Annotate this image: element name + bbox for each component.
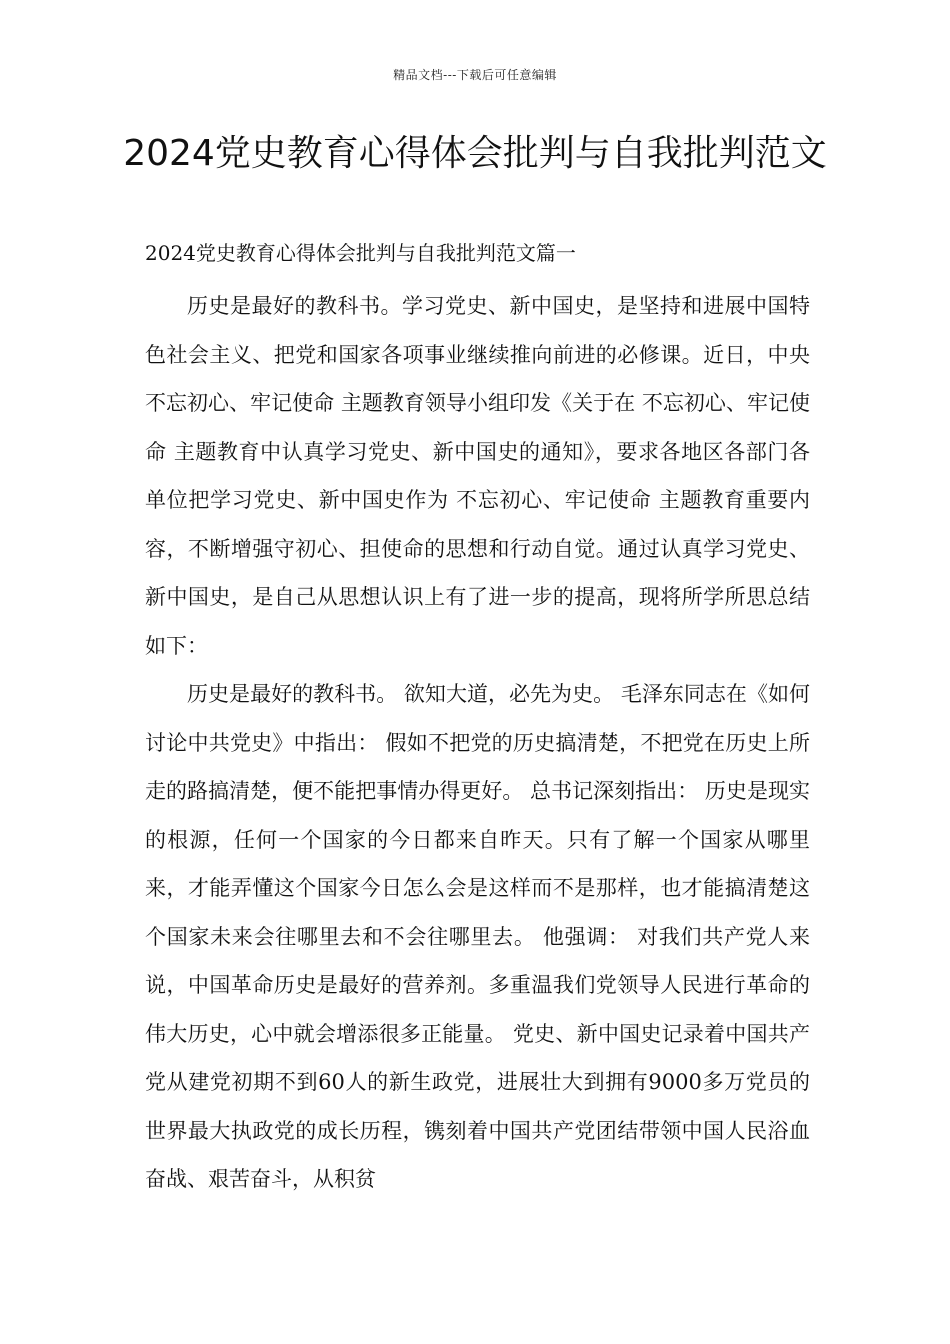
paragraph-2: 历史是最好的教科书。 欲知大道，必先为史。 毛泽东同志在《如何讨论中共党史》中指出： 假如不把党的历史搞清楚，不把党在历史上所走的路搞清楚，便不能把事情办得更好。 总书记深刻指出： 历史是现实的根源，任何一个国家的今日都来自昨天。只有了解一个国家从哪里来，才能弄懂这个国家今日怎么会是这样而不是那样，也才能搞清楚这个国家未来会往哪里去和不会往哪里去。 他强调： 对我们共产党人来说，中国革命历史是最好的营养剂。多重温我们党领导人民进行革命的伟大历史，心中就会增添很多正能量。 党史、新中国史记录着中国共产党从建党初期不到60人的新生政党，进展壮大到拥有9000多万党员的世界最大执政党的成长历程，镌刻着中国共产党团结带领中国人民浴血奋战、艰苦奋斗，从积贫 bbox=[145, 682, 810, 1191]
document-subtitle: 2024党史教育心得体会批判与自我批判范文篇一 bbox=[145, 241, 576, 265]
document-title: 2024党史教育心得体会批判与自我批判范文 bbox=[123, 133, 827, 174]
paragraph-1: 历史是最好的教科书。学习党史、新中国史，是坚持和进展中国特色社会主义、把党和国家各项事业继续推向前进的必修课。近日，中央 不忘初心、牢记使命 主题教育领导小组印发《关于在 不忘初心、牢记使命 主题教育中认真学习党史、新中国史的通知》，要求各地区各部门各单位把学习党史、新中国史作为 不忘初心、牢记使命 主题教育重要内容，不断增强守初心、担使命的思想和行动自觉。通过认真学习党史、新中国史，是自己从思想认识上有了进一步的提高，现将所学所思总结如下： bbox=[145, 294, 810, 658]
header-note: 精品文档---下载后可任意编辑 bbox=[393, 68, 557, 82]
document-body bbox=[145, 282, 810, 1204]
